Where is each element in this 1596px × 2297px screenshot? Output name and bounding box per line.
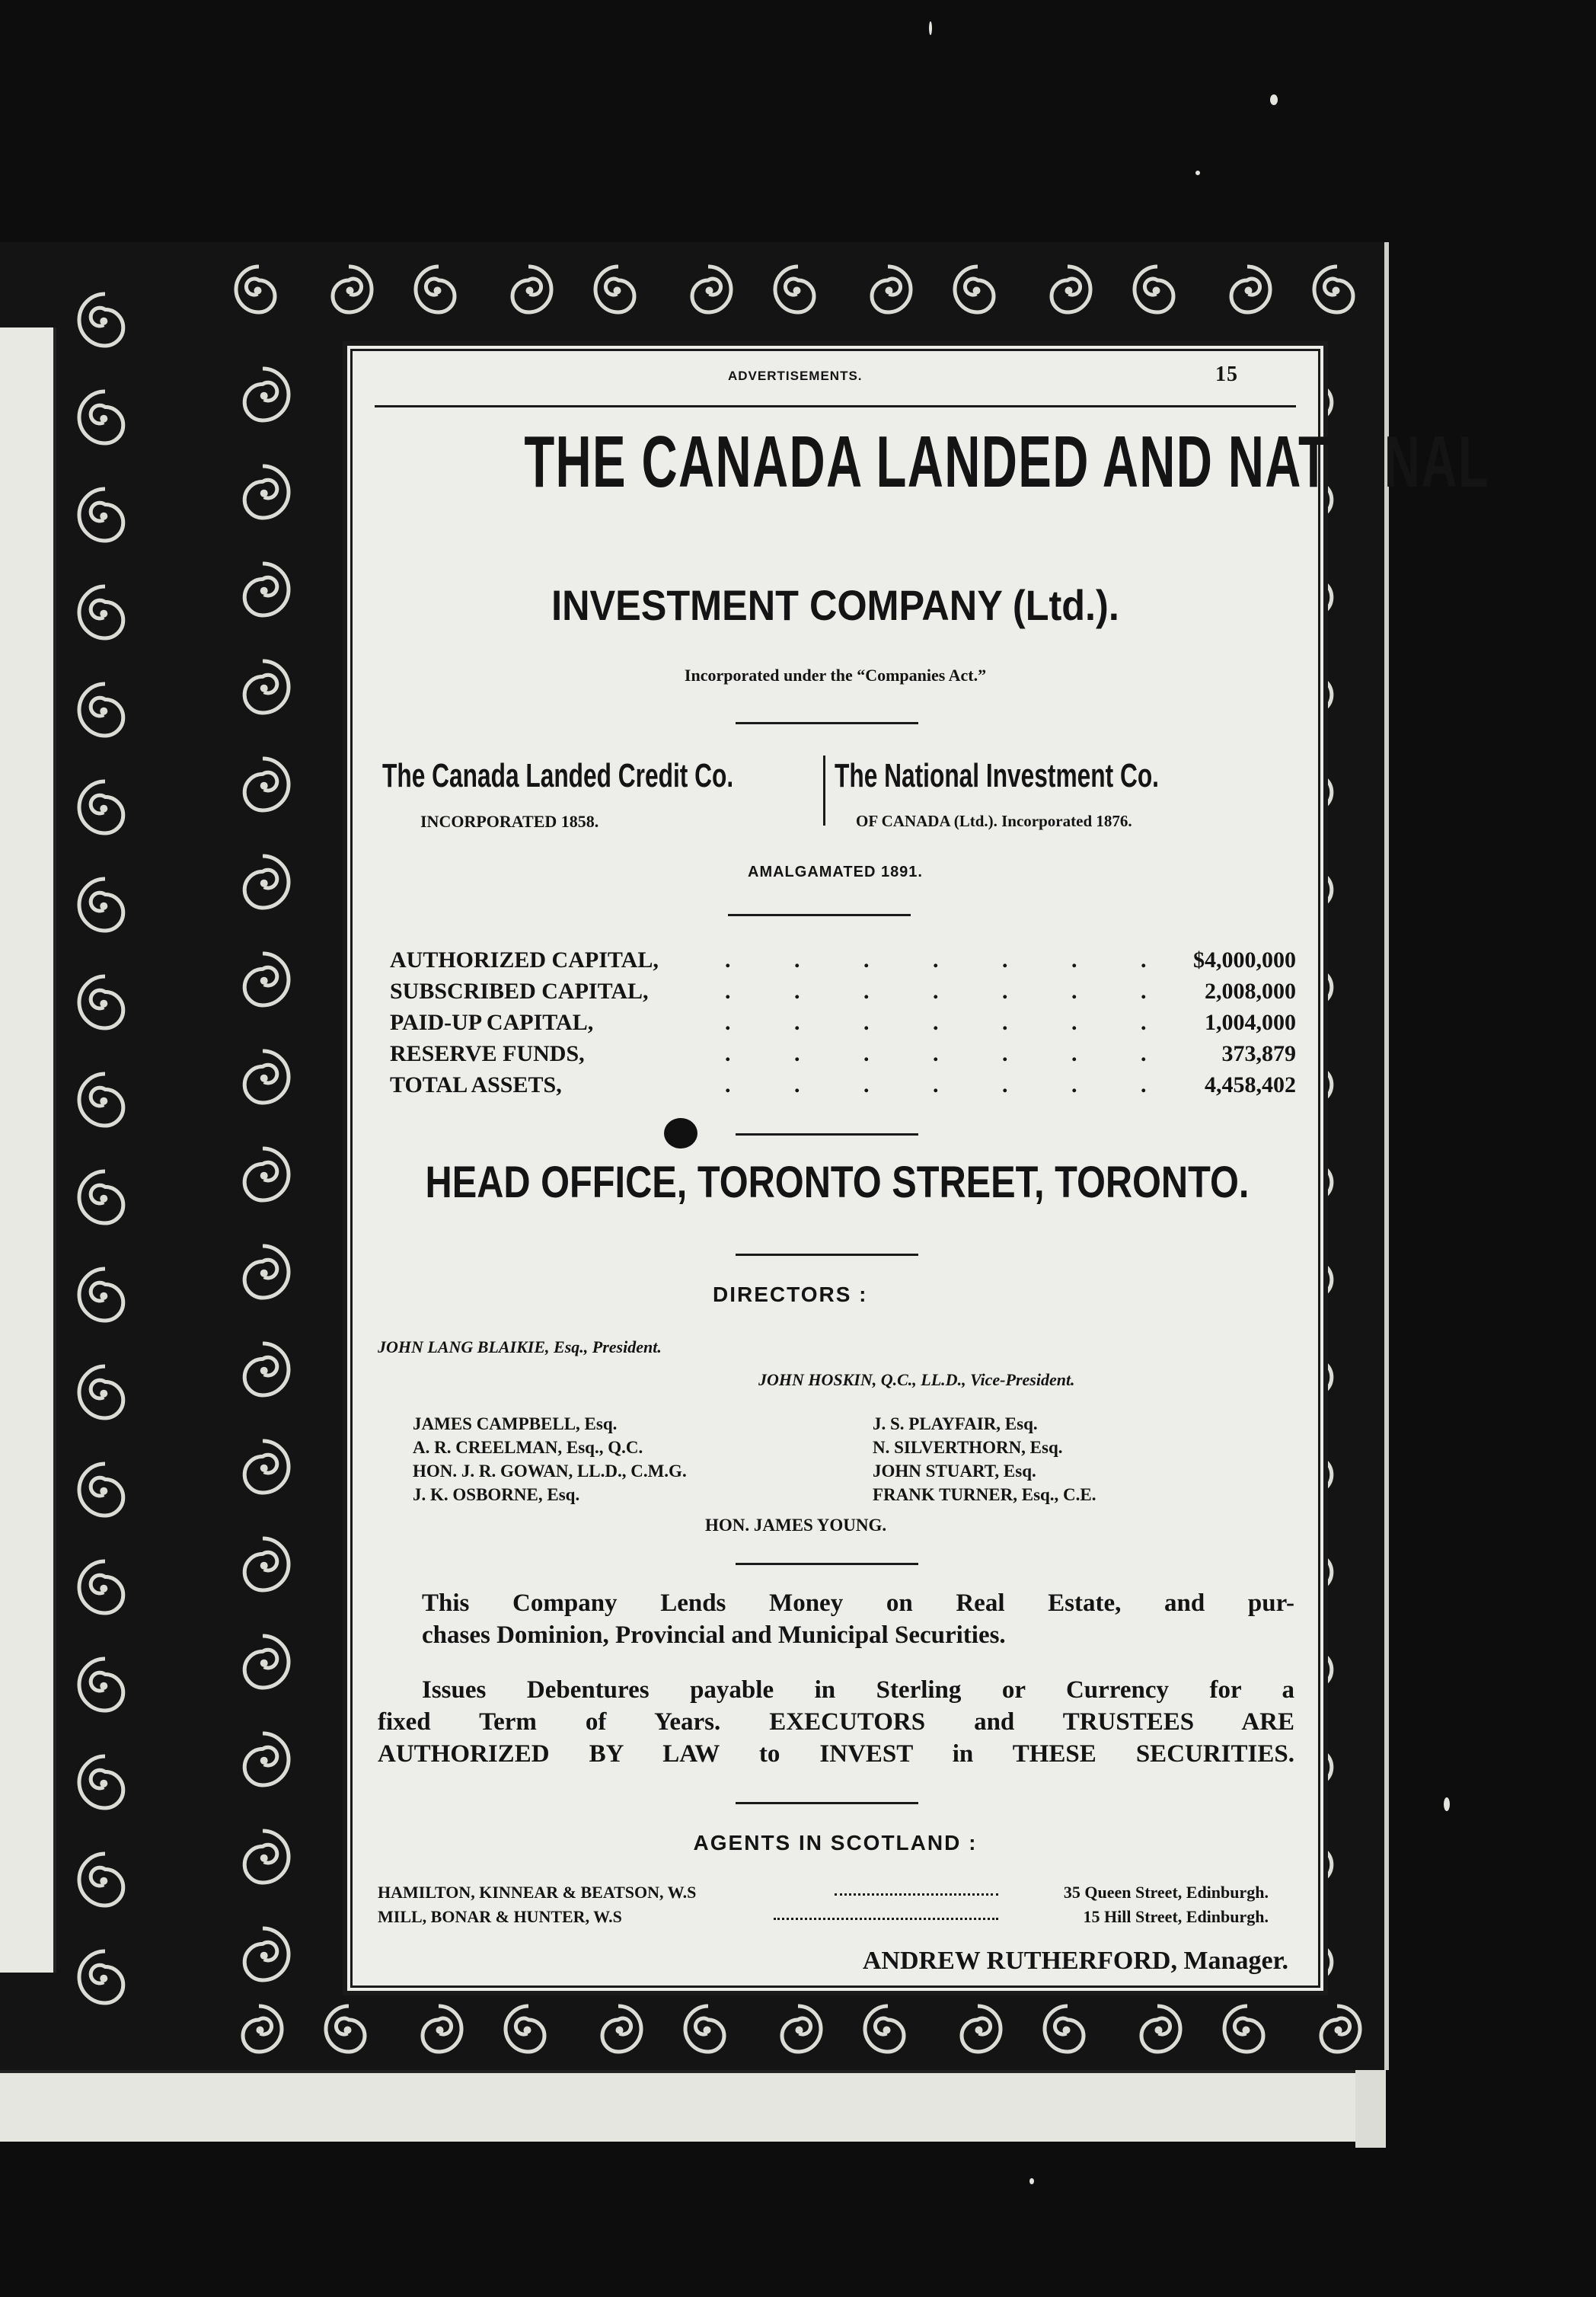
capital-row	[390, 947, 1296, 978]
speck	[1195, 171, 1200, 175]
scroll-ornament	[79, 489, 123, 541]
capital-label: SUBSCRIBED CAPITAL,	[390, 979, 649, 1004]
scroll-ornament	[512, 267, 551, 312]
agent-row	[378, 1883, 1269, 1906]
agent-name: HAMILTON, KINNEAR & BEATSON, W.S	[378, 1883, 697, 1902]
scroll-ornament	[79, 1074, 123, 1126]
scroll-ornament	[782, 2006, 821, 2052]
leader-dots: . . . . . . .	[725, 1072, 1176, 1097]
page-number: 15	[1215, 363, 1238, 386]
capital-label: PAID-UP CAPITAL,	[390, 1010, 594, 1035]
capital-row	[390, 1010, 1296, 1040]
director-name: A. R. CREELMAN, Esq., Q.C.	[413, 1438, 643, 1457]
scroll-ornament	[244, 954, 289, 1005]
scroll-ornament	[244, 1831, 289, 1883]
speck	[1270, 94, 1278, 105]
amalgamation-note: AMALGAMATED 1891.	[748, 864, 923, 880]
capital-row	[390, 1072, 1296, 1103]
speck	[1444, 1797, 1450, 1811]
scroll-ornament	[692, 267, 731, 312]
paragraph-line: Issues Debentures payable in Sterling or Currency for a	[422, 1676, 1294, 1704]
scroll-ornament	[244, 1441, 289, 1493]
scroll-ornament	[244, 1148, 289, 1200]
scroll-ornament	[79, 781, 123, 833]
scroll-ornament	[506, 2006, 544, 2052]
director-name: N. SILVERTHORN, Esq.	[873, 1438, 1063, 1457]
leader-dots: . . . . . . .	[725, 1010, 1176, 1035]
scroll-ornament	[1314, 267, 1353, 312]
scroll-ornament	[333, 267, 372, 312]
head-office-address: HEAD OFFICE, TORONTO STREET, TORONTO.	[425, 1158, 1250, 1207]
scroll-ornament	[955, 267, 994, 312]
president-line: JOHN LANG BLAIKIE, Esq., President.	[378, 1337, 662, 1356]
scroll-ornament	[1321, 2006, 1360, 2052]
capital-value: 1,004,000	[1205, 1010, 1296, 1035]
scroll-ornament	[244, 856, 289, 908]
predecessor-company-right: The National Investment Co.	[835, 757, 1159, 794]
scroll-ornament	[79, 1854, 123, 1906]
scroll-ornament	[79, 879, 123, 931]
lending-paragraph	[422, 1587, 1294, 1651]
incorporation-note: Incorporated under the “Companies Act.”	[684, 666, 987, 685]
divider-rule	[728, 914, 911, 916]
divider-rule	[736, 1802, 918, 1804]
scroll-ornament	[416, 267, 455, 312]
capital-row	[390, 979, 1296, 1009]
left-page-ornament	[59, 251, 181, 2079]
scroll-ornament	[244, 369, 289, 420]
director-name: HON. JAMES YOUNG.	[705, 1516, 887, 1535]
paragraph-line: AUTHORIZED BY LAW to INVEST in THESE SECURITIES.	[378, 1740, 1294, 1768]
section-label: ADVERTISEMENTS.	[728, 369, 863, 383]
directors-left-column	[413, 1412, 687, 1506]
agent-address: 15 Hill Street, Edinburgh.	[1083, 1907, 1269, 1926]
left-page-text-area	[0, 327, 56, 1973]
leader-dots: . . . . . . .	[725, 1041, 1176, 1066]
agent-row	[378, 1907, 1269, 1930]
scroll-ornament	[1231, 267, 1270, 312]
scroll-ornament	[79, 1464, 123, 1516]
scroll-ornament	[79, 294, 123, 346]
scroll-ornament	[602, 2006, 641, 2052]
scroll-ornament	[962, 2006, 1001, 2052]
capital-label: TOTAL ASSETS,	[390, 1072, 562, 1097]
speck	[929, 21, 932, 35]
agent-name: MILL, BONAR & HUNTER, W.S	[378, 1907, 622, 1926]
header-rule	[375, 405, 1296, 407]
leader-dots	[774, 1918, 998, 1920]
scroll-ornament	[79, 1366, 123, 1418]
directors-heading: DIRECTORS :	[713, 1283, 868, 1306]
leader-dots: . . . . . . .	[725, 947, 1176, 973]
scroll-ornament	[79, 1269, 123, 1321]
directors-right-column	[873, 1412, 1096, 1506]
divider-rule	[736, 1254, 918, 1256]
advertisement-panel	[343, 341, 1490, 1995]
scroll-ornament	[79, 1561, 123, 1613]
scroll-ornament	[236, 267, 275, 312]
scroll-ornament	[244, 1636, 289, 1688]
scroll-ornament	[243, 2006, 282, 2052]
capital-label: AUTHORIZED CAPITAL,	[390, 947, 659, 973]
scroll-ornament	[244, 759, 289, 810]
scroll-ornament	[244, 1051, 289, 1103]
right-company-note: OF CANADA (Ltd.). Incorporated 1876.	[856, 812, 1132, 830]
scroll-ornament	[423, 2006, 461, 2052]
left-company-note: INCORPORATED 1858.	[420, 812, 599, 831]
scroll-ornament	[79, 391, 123, 443]
capital-value: 4,458,402	[1205, 1072, 1296, 1097]
capital-value: $4,000,000	[1193, 947, 1296, 973]
scroll-ornament	[244, 1246, 289, 1298]
debentures-paragraph	[378, 1674, 1294, 1770]
scroll-ornament	[79, 1659, 123, 1711]
scroll-ornament	[685, 2006, 724, 2052]
scroll-ornament	[244, 564, 289, 615]
capital-row	[390, 1041, 1296, 1072]
scroll-ornament	[244, 466, 289, 518]
scroll-ornament	[79, 1951, 123, 2003]
scroll-ornament	[1135, 267, 1173, 312]
speck	[1029, 2178, 1034, 2184]
director-name: JAMES CAMPBELL, Esq.	[413, 1414, 618, 1433]
paragraph-line: This Company Lends Money on Real Estate, and pur-	[422, 1589, 1294, 1617]
scroll-ornament	[1045, 2006, 1084, 2052]
divider-rule	[736, 1133, 918, 1136]
scroll-ornament	[1141, 2006, 1180, 2052]
agent-address: 35 Queen Street, Edinburgh.	[1063, 1883, 1269, 1902]
manager-signature: ANDREW RUTHERFORD, Manager.	[862, 1947, 1288, 1975]
paragraph-line: fixed Term of Years. EXECUTORS and TRUSTEES ARE	[378, 1708, 1294, 1736]
scroll-ornament	[244, 661, 289, 713]
scroll-ornament	[79, 586, 123, 638]
scroll-ornament	[872, 267, 911, 312]
scroll-ornament	[775, 267, 814, 312]
scroll-ornament	[1224, 2006, 1263, 2052]
agents-heading: AGENTS IN SCOTLAND :	[693, 1831, 978, 1855]
paragraph-line: chases Dominion, Provincial and Municipal Securities.	[422, 1621, 1006, 1649]
divider-rule	[736, 722, 918, 724]
company-title: THE CANADA LANDED AND NATIONAL	[524, 421, 1490, 503]
scroll-ornament	[326, 2006, 365, 2052]
director-name: FRANK TURNER, Esq., C.E.	[873, 1485, 1096, 1504]
director-name: HON. J. R. GOWAN, LL.D., C.M.G.	[413, 1462, 687, 1481]
scroll-ornament	[244, 1928, 289, 1980]
capital-value: 373,879	[1221, 1041, 1296, 1066]
scroll-ornament	[595, 267, 634, 312]
ink-blot	[664, 1118, 697, 1148]
leader-dots: . . . . . . .	[725, 979, 1176, 1004]
scroll-ornament	[79, 1171, 123, 1223]
leader-dots	[835, 1893, 998, 1896]
capital-value: 2,008,000	[1205, 979, 1296, 1004]
scroll-ornament	[79, 684, 123, 736]
scroll-ornament	[244, 1343, 289, 1395]
scroll-ornament	[79, 976, 123, 1028]
director-name: J. K. OSBORNE, Esq.	[413, 1485, 580, 1504]
director-name: JOHN STUART, Esq.	[873, 1462, 1036, 1481]
scroll-ornament	[79, 1756, 123, 1808]
page-below-edge	[0, 2070, 1386, 2142]
scroll-ornament	[244, 1733, 289, 1785]
company-subtitle: INVESTMENT COMPANY (Ltd.).	[551, 581, 1119, 629]
scroll-ornament	[1052, 267, 1090, 312]
predecessor-company-left: The Canada Landed Credit Co.	[382, 757, 734, 794]
divider-rule	[736, 1563, 918, 1565]
scroll-ornament	[244, 1538, 289, 1590]
vice-president-line: JOHN HOSKIN, Q.C., LL.D., Vice-President.	[758, 1370, 1075, 1389]
director-name: J. S. PLAYFAIR, Esq.	[873, 1414, 1038, 1433]
scroll-ornament	[865, 2006, 904, 2052]
capital-label: RESERVE FUNDS,	[390, 1041, 585, 1066]
